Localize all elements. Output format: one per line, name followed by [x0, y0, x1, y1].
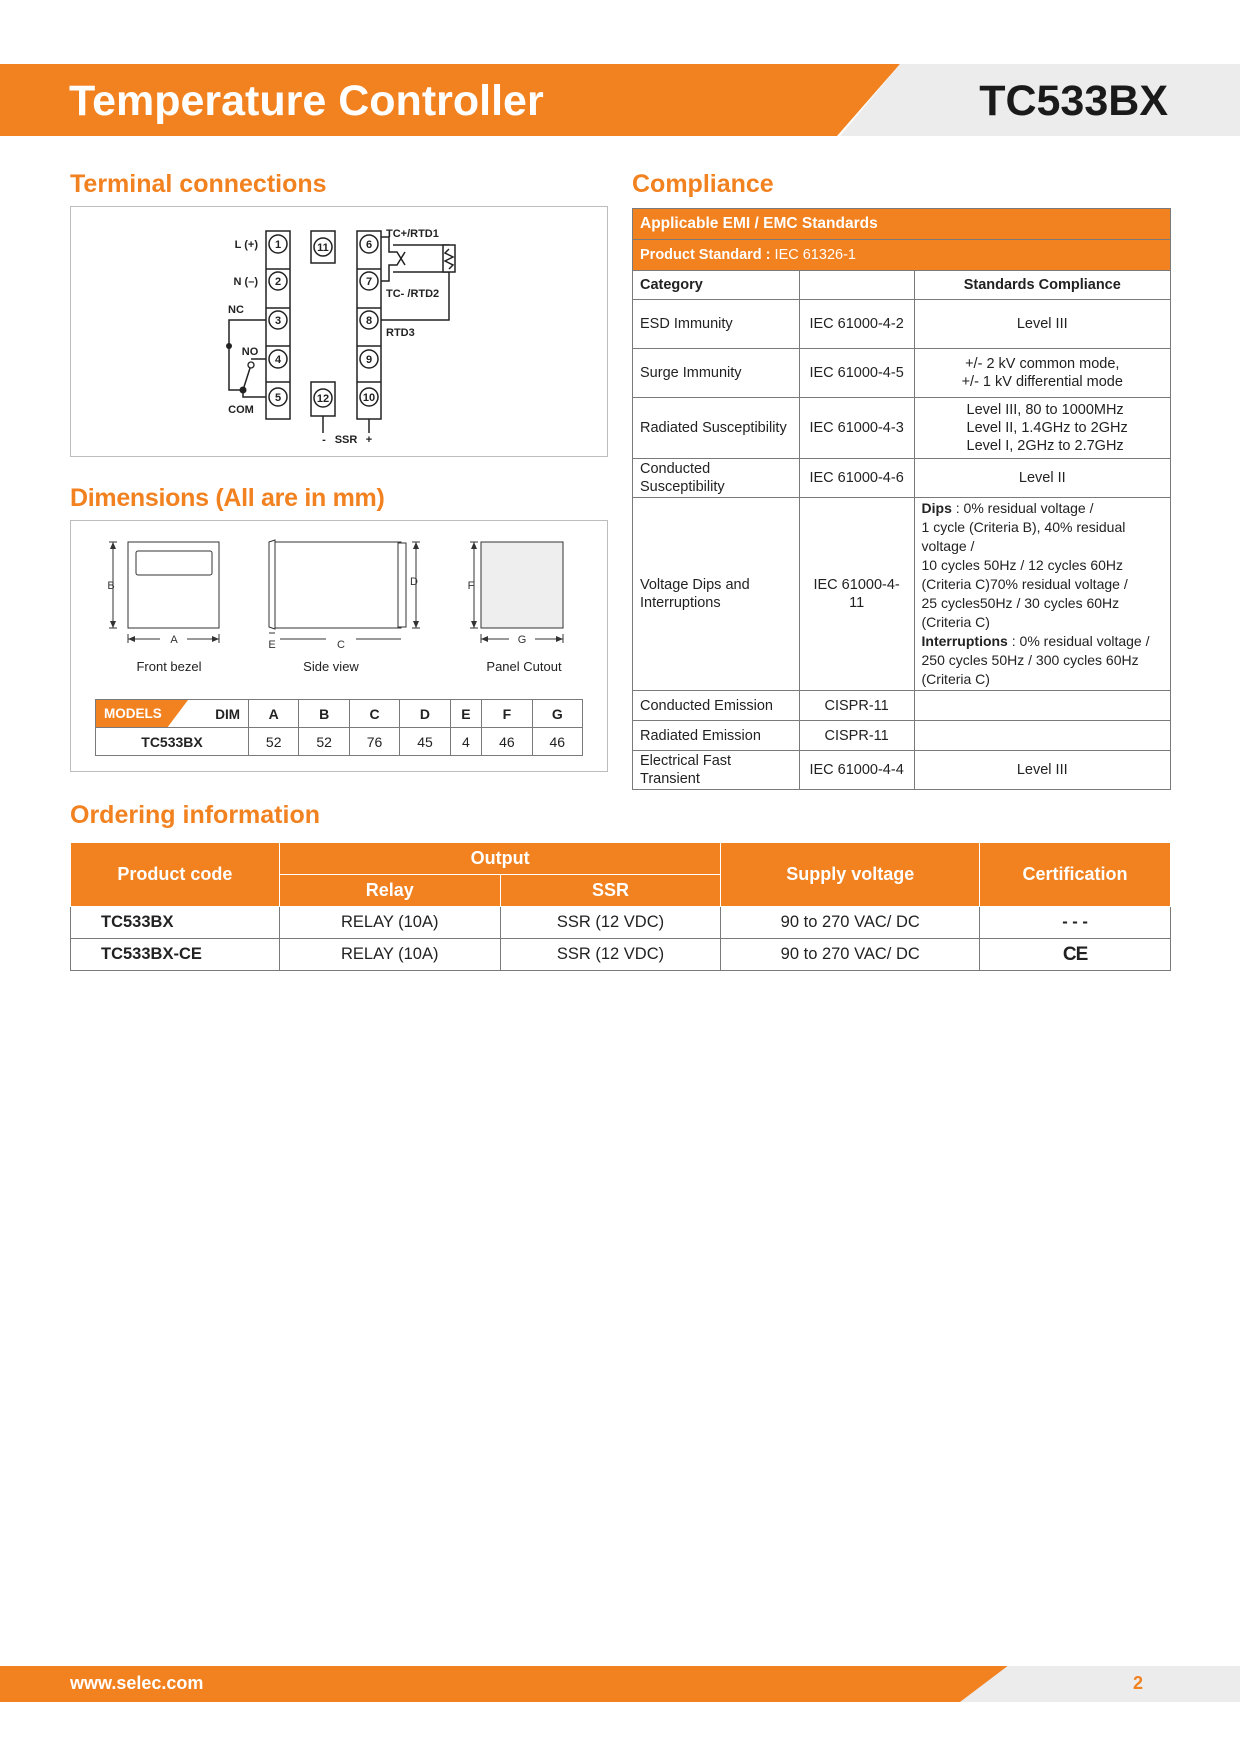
terminal-l-label: L (+)	[234, 239, 258, 251]
footer-website: www.selec.com	[70, 1673, 204, 1693]
category-cell: Conducted Susceptibility	[633, 459, 800, 498]
ssr-header: SSR	[500, 875, 721, 907]
product-standard-value: IEC 61326-1	[774, 247, 856, 263]
category-line: Interruptions	[640, 595, 721, 611]
terminal-8-label: 8	[365, 315, 373, 327]
front-bezel-caption: Front bezel	[136, 659, 202, 674]
dim-d-label: D	[410, 576, 418, 588]
compliance-cell: Level II	[914, 459, 1170, 498]
interruptions-line: : 0% residual voltage /	[1007, 633, 1150, 649]
supply-cell: 90 to 270 VAC/ DC	[721, 939, 980, 971]
col-compliance-header: Standards Compliance	[914, 271, 1170, 300]
supply-voltage-header: Supply voltage	[721, 843, 980, 907]
terminal-5-label: 5	[274, 392, 282, 404]
dim-b-label: B	[107, 580, 115, 592]
dim-f-label: F	[467, 580, 475, 592]
standard-cell: IEC 61000-4-6	[799, 459, 914, 498]
standard-cell: CISPR-11	[799, 691, 914, 721]
terminal-1-label: 1	[274, 239, 282, 251]
interruptions-line: (Criteria C)	[921, 671, 990, 687]
col-header-a: A	[249, 700, 299, 728]
compliance-cell	[914, 398, 1170, 459]
category-cell: ESD Immunity	[633, 300, 800, 349]
interruptions-label: Interruptions	[921, 633, 1008, 649]
table-row	[633, 691, 1171, 721]
dim-label: DIM	[215, 707, 240, 722]
emi-standards-title: Applicable EMI / EMC Standards	[633, 209, 1171, 240]
terminal-6-label: 6	[365, 239, 373, 251]
standard-cell: IEC 61000-4-4	[799, 751, 914, 790]
col-header-b: B	[299, 700, 349, 728]
product-standard-label: Product Standard :	[640, 247, 771, 263]
dips-line: (Criteria C)70% residual voltage /	[921, 576, 1128, 592]
standard-cell: CISPR-11	[799, 721, 914, 751]
terminal-diagram-box	[70, 206, 608, 457]
ordering-table	[70, 842, 1171, 971]
model-number: TC533BX	[979, 77, 1168, 125]
standard-cell: IEC 61000-4-3	[799, 398, 914, 459]
table-row	[71, 907, 1171, 939]
dim-e-label: E	[268, 639, 276, 651]
terminal-nc-label: NC	[228, 304, 244, 316]
col-header-c: C	[349, 700, 399, 728]
supply-cell: 90 to 270 VAC/ DC	[721, 907, 980, 939]
compliance-line: Level III, 80 to 1000MHz	[966, 402, 1124, 418]
footer-page-panel	[960, 1666, 1240, 1702]
product-code-header: Product code	[71, 843, 280, 907]
table-row	[96, 728, 583, 756]
relay-cell: RELAY (10A)	[279, 939, 500, 971]
table-row	[633, 721, 1171, 751]
relay-header: Relay	[279, 875, 500, 907]
value-e: 4	[450, 728, 481, 756]
value-d: 45	[400, 728, 450, 756]
table-row	[71, 939, 1171, 971]
value-g: 46	[532, 728, 582, 756]
col-header-e: E	[450, 700, 481, 728]
terminal-3-label: 3	[274, 315, 282, 327]
terminal-com-label: COM	[228, 404, 254, 416]
certification-header: Certification	[980, 843, 1171, 907]
page-title: Temperature Controller	[69, 77, 544, 125]
product-code-cell: TC533BX-CE	[71, 939, 280, 971]
compliance-heading: Compliance	[632, 170, 774, 198]
terminal-10-label: 10	[362, 392, 376, 404]
compliance-cell	[914, 721, 1170, 751]
category-cell: Radiated Susceptibility	[633, 398, 800, 459]
tc-rtd2-label: TC- /RTD2	[386, 288, 440, 300]
value-a: 52	[249, 728, 299, 756]
category-cell: Electrical Fast Transient	[633, 751, 800, 790]
compliance-line: +/- 2 kV common mode,	[965, 356, 1120, 372]
standard-cell: IEC 61000-4-2	[799, 300, 914, 349]
ssr-label: SSR	[334, 434, 358, 446]
compliance-cell: Level III	[914, 751, 1170, 790]
models-label: MODELS	[104, 706, 162, 721]
value-b: 52	[299, 728, 349, 756]
ssr-cell: SSR (12 VDC)	[500, 907, 721, 939]
category-cell: Conducted Emission	[633, 691, 800, 721]
category-cell: Surge Immunity	[633, 349, 800, 398]
dips-label: Dips	[921, 500, 952, 516]
table-row	[633, 398, 1171, 459]
table-row	[633, 459, 1171, 498]
ce-mark-cell: CE	[980, 939, 1171, 971]
ordering-heading: Ordering information	[70, 801, 320, 829]
compliance-cell	[914, 498, 1170, 691]
col-header-f: F	[482, 700, 532, 728]
dimensions-table-header	[96, 700, 583, 728]
col-category-header: Category	[633, 271, 800, 300]
dips-line: (Criteria C)	[921, 614, 990, 630]
table-row	[633, 498, 1171, 691]
interruptions-line: 250 cycles 50Hz / 300 cycles 60Hz	[921, 652, 1139, 668]
dips-line: : 0% residual voltage /	[951, 500, 1094, 516]
rtd3-label: RTD3	[386, 327, 415, 339]
dim-c-label: C	[337, 639, 345, 651]
dips-line: 25 cycles50Hz / 30 cycles 60Hz	[921, 595, 1120, 611]
dimensions-drawing	[71, 521, 607, 681]
compliance-cell	[914, 349, 1170, 398]
col-header-d: D	[400, 700, 450, 728]
ssr-minus-label: -	[322, 434, 326, 446]
panel-cutout-caption: Panel Cutout	[486, 659, 562, 674]
standard-cell: IEC 61000-4-5	[799, 349, 914, 398]
terminal-4-label: 4	[274, 354, 282, 366]
model-cell: TC533BX	[96, 728, 249, 756]
table-row	[633, 751, 1171, 790]
ssr-cell: SSR (12 VDC)	[500, 939, 721, 971]
terminal-wiring-diagram	[71, 207, 607, 456]
product-code-cell: TC533BX	[71, 907, 280, 939]
terminal-11-label: 11	[317, 242, 329, 254]
side-view-caption: Side view	[303, 659, 359, 674]
terminal-no-label: NO	[241, 346, 259, 358]
dimensions-table	[95, 699, 583, 756]
category-cell: Radiated Emission	[633, 721, 800, 751]
col-header-g: G	[532, 700, 582, 728]
output-header: Output	[279, 843, 721, 875]
page-number: 2	[1133, 1673, 1144, 1693]
terminal-9-label: 9	[365, 354, 373, 366]
compliance-cell: Level III	[914, 300, 1170, 349]
dim-a-label: A	[170, 634, 178, 646]
certification-cell: - - -	[980, 907, 1171, 939]
compliance-line: +/- 1 kV differential mode	[961, 374, 1123, 390]
value-f: 46	[482, 728, 532, 756]
dim-g-label: G	[517, 634, 527, 646]
models-dim-cell	[96, 700, 249, 728]
tc-rtd1-label: TC+/RTD1	[386, 228, 439, 240]
terminal-2-label: 2	[274, 276, 282, 288]
ssr-plus-label: +	[365, 434, 373, 446]
table-row	[633, 300, 1171, 349]
category-cell	[633, 498, 800, 691]
dips-line: 10 cycles 50Hz / 12 cycles 60Hz	[921, 557, 1124, 573]
product-standard-row	[633, 240, 1171, 271]
category-line: Voltage Dips and	[640, 577, 750, 593]
col-standard-header	[799, 271, 914, 300]
dips-line: 1 cycle (Criteria B), 40% residual voltage /	[921, 519, 1126, 554]
value-c: 76	[349, 728, 399, 756]
terminal-7-label: 7	[365, 276, 373, 288]
relay-cell: RELAY (10A)	[279, 907, 500, 939]
terminal-12-label: 12	[316, 393, 330, 405]
terminal-n-label: N (–)	[233, 276, 258, 288]
compliance-table	[632, 208, 1171, 790]
compliance-line: Level I, 2GHz to 2.7GHz	[966, 438, 1124, 454]
compliance-cell	[914, 691, 1170, 721]
compliance-line: Level II, 1.4GHz to 2GHz	[966, 420, 1128, 436]
table-row	[633, 349, 1171, 398]
dimensions-heading: Dimensions (All are in mm)	[70, 484, 385, 512]
standard-cell: IEC 61000-4-11	[799, 498, 914, 691]
terminal-connections-heading: Terminal connections	[70, 170, 327, 198]
